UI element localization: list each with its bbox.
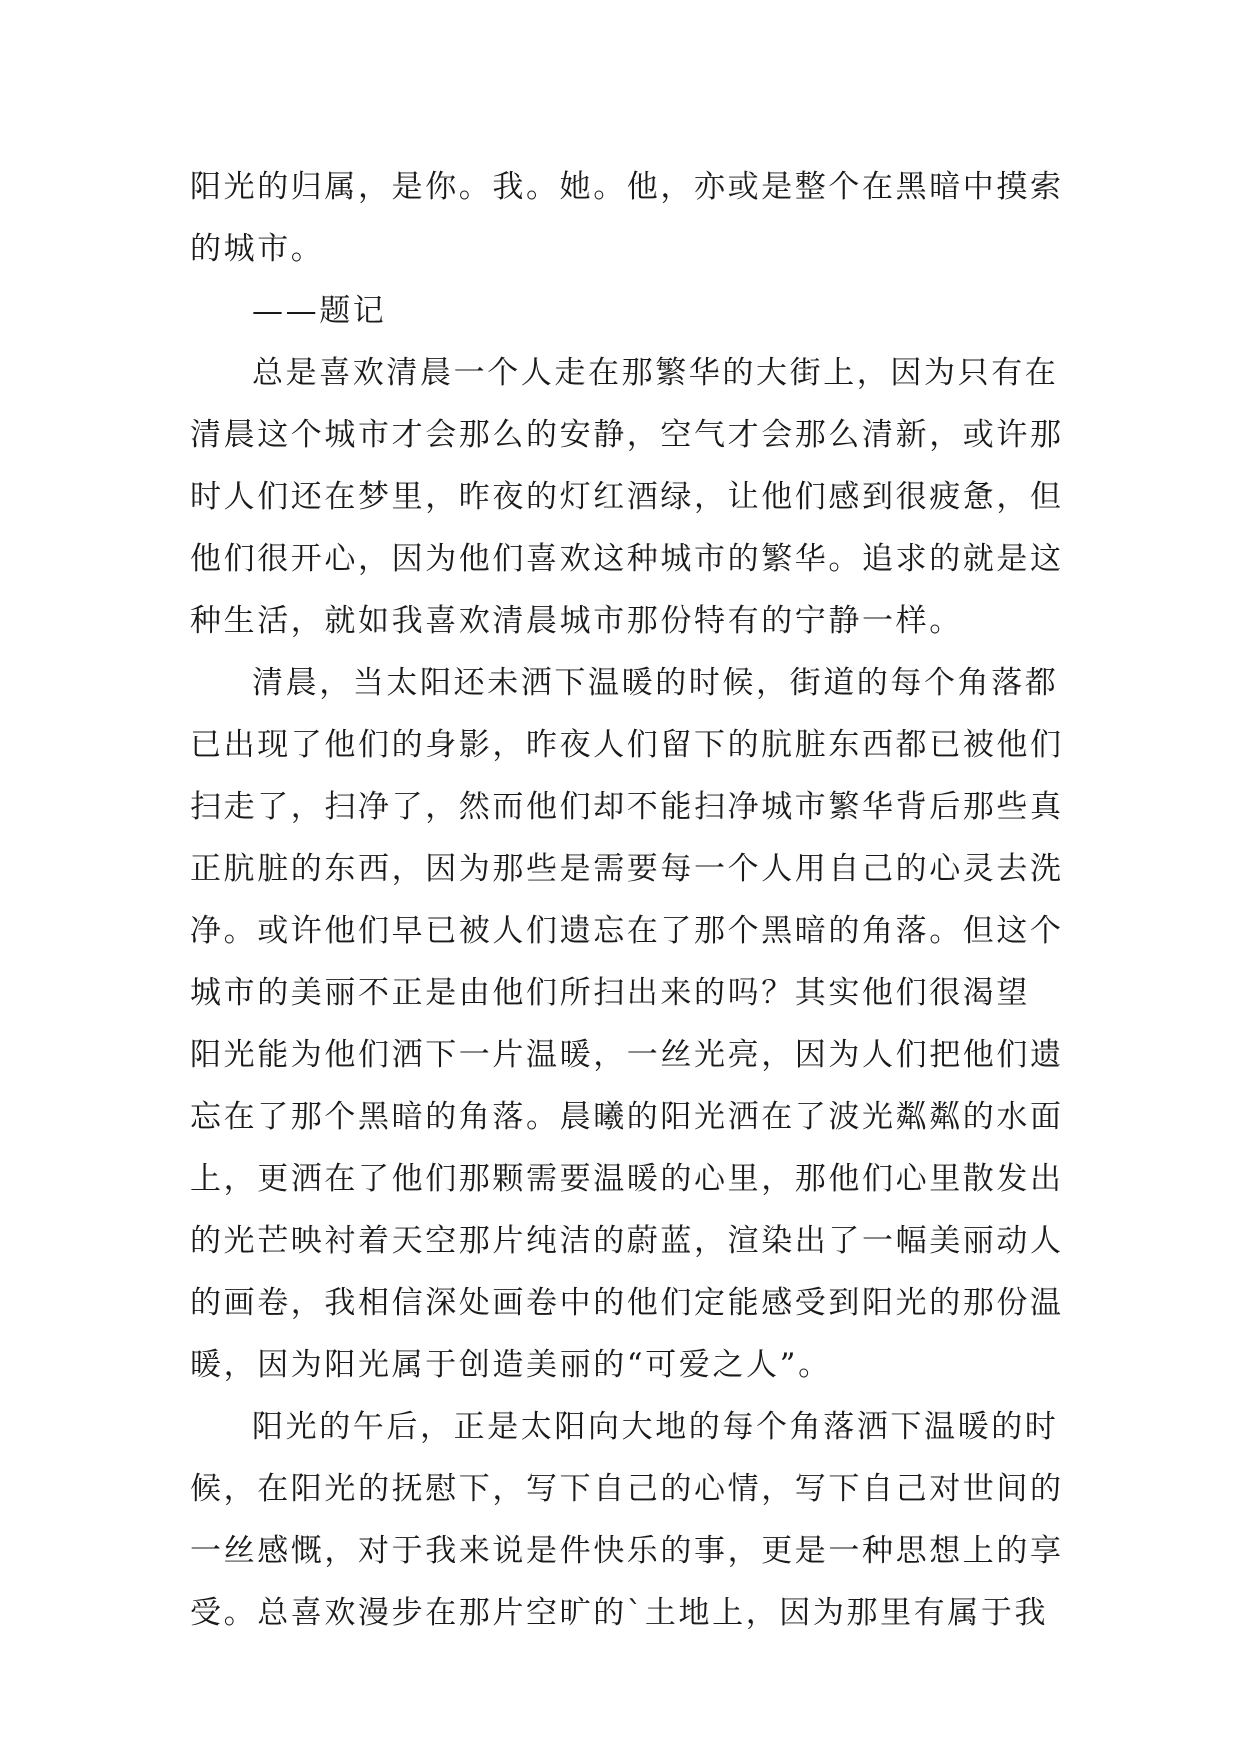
text-line: 受。总喜欢漫步在那片空旷的`土地上，因为那里有属于我 — [190, 1595, 1049, 1631]
text-line: 忘在了那个黑暗的角落。晨曦的阳光洒在了波光粼粼的水面 — [190, 1099, 1064, 1135]
text-line: 阳光能为他们洒下一片温暖，一丝光亮，因为人们把他们遗 — [190, 1037, 1064, 1073]
text-line: 上，更洒在了他们那颗需要温暖的心里，那他们心里散发出 — [190, 1161, 1064, 1197]
text-line: 阳光的归属，是你。我。她。他，亦或是整个在黑暗中摸索 — [190, 169, 1064, 205]
text-line: 总是喜欢清晨一个人走在那繁华的大街上，因为只有在 — [252, 355, 1059, 391]
text-line: 扫走了，扫净了，然而他们却不能扫净城市繁华背后那些真 — [190, 789, 1064, 825]
text-line: 阳光的午后，正是太阳向大地的每个角落洒下温暖的时 — [252, 1409, 1059, 1445]
paragraph — [190, 342, 1064, 652]
text-line: 的城市。 — [190, 231, 325, 267]
paragraph — [190, 1396, 1064, 1644]
text-line: 清晨这个城市才会那么的安静，空气才会那么清新，或许那 — [190, 417, 1064, 453]
text-line: 已出现了他们的身影，昨夜人们留下的肮脏东西都已被他们 — [190, 727, 1064, 763]
text-line: 的画卷，我相信深处画卷中的他们定能感受到阳光的那份温 — [190, 1285, 1064, 1321]
document-body — [190, 156, 1064, 1644]
text-line: 的光芒映衬着天空那片纯洁的蔚蓝，渲染出了一幅美丽动人 — [190, 1223, 1064, 1259]
text-line: 种生活，就如我喜欢清晨城市那份特有的宁静一样。 — [190, 603, 963, 639]
text-line: 他们很开心，因为他们喜欢这种城市的繁华。追求的就是这 — [190, 541, 1064, 577]
text-line: 候，在阳光的抚慰下，写下自己的心情，写下自己对世间的 — [190, 1471, 1064, 1507]
paragraph — [190, 652, 1064, 1396]
text-line: 时人们还在梦里，昨夜的灯红酒绿，让他们感到很疲惫，但 — [190, 479, 1064, 515]
text-line: ——题记 — [252, 293, 387, 329]
text-line: 一丝感慨，对于我来说是件快乐的事，更是一种思想上的享 — [190, 1533, 1064, 1569]
epigraph-attribution — [190, 280, 1056, 342]
paragraph — [190, 156, 1064, 280]
text-line: 清晨，当太阳还未洒下温暖的时候，街道的每个角落都 — [252, 665, 1059, 701]
text-line: 正肮脏的东西，因为那些是需要每一个人用自己的心灵去洗 — [190, 851, 1064, 887]
text-line: 暖，因为阳光属于创造美丽的“可爱之人”。 — [190, 1347, 832, 1383]
text-line: 净。或许他们早已被人们遗忘在了那个黑暗的角落。但这个 — [190, 913, 1064, 949]
text-line: 城市的美丽不正是由他们所扫出来的吗？其实他们很渴望 — [190, 975, 1030, 1011]
